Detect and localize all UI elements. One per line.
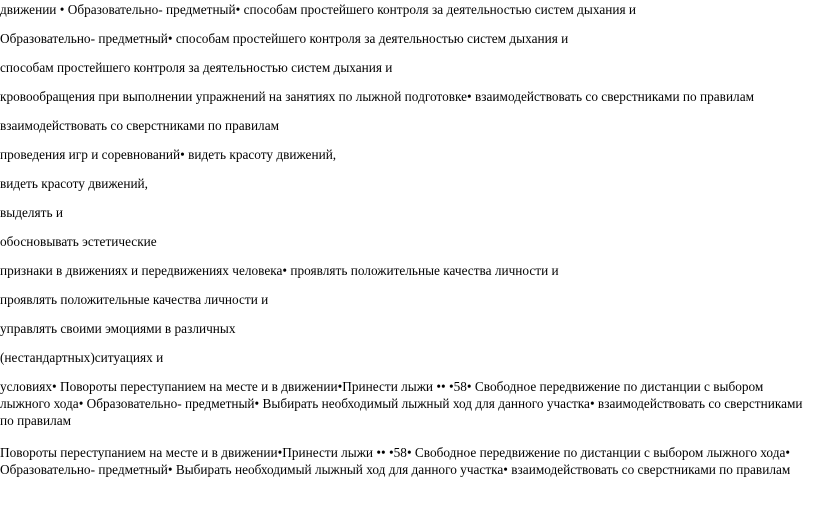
- text-line-1: движении • Образовательно- предметный• способам простейшего контроля за деятельностью систем дыхания и: [0, 2, 637, 17]
- text-line-5: взаимодействовать со сверстниками по правилам: [0, 118, 280, 133]
- text-line-4: кровообращения при выполнении упражнений на занятиях по лыжной подготовке• взаимодействовать со сверстниками по правилам: [0, 89, 755, 104]
- text-line-11: проявлять положительные качества личности и: [0, 292, 269, 307]
- text-line-10: признаки в движениях и передвижениях человека• проявлять положительные качества личности и: [0, 263, 559, 278]
- text-line-9: обосновывать эстетические: [0, 234, 157, 249]
- text-line-3: способам простейшего контроля за деятельностью систем дыхания и: [0, 60, 393, 75]
- text-line-12: управлять своими эмоциями в различных: [0, 321, 236, 336]
- text-line-2: Образовательно- предметный• способам простейшего контроля за деятельностью систем дыхания и: [0, 31, 569, 46]
- paragraph-2: Повороты переступанием на месте и в движении•Принести лыжи •• •58• Свободное передвижение по дистанции с выбором лыжного хода• Образовательно- предметный• Выбирать необходимый лыжный ход для данного участка• взаимодействовать со сверстниками по правилам: [0, 445, 791, 477]
- text-line-13: (нестандартных)ситуациях и: [0, 350, 164, 365]
- text-line-6: проведения игр и соревнований• видеть красоту движений,: [0, 147, 337, 162]
- text-line-8: выделять и: [0, 205, 63, 220]
- text-line-7: видеть красоту движений,: [0, 176, 148, 191]
- paragraph-1: условиях• Повороты переступанием на месте и в движении•Принести лыжи •• •58• Свободное передвижение по дистанции с выбором лыжного хода• Образовательно- предметный• Выбирать необходимый лыжный ход для данного участка• взаимодействовать со сверстниками по правилам: [0, 379, 803, 428]
